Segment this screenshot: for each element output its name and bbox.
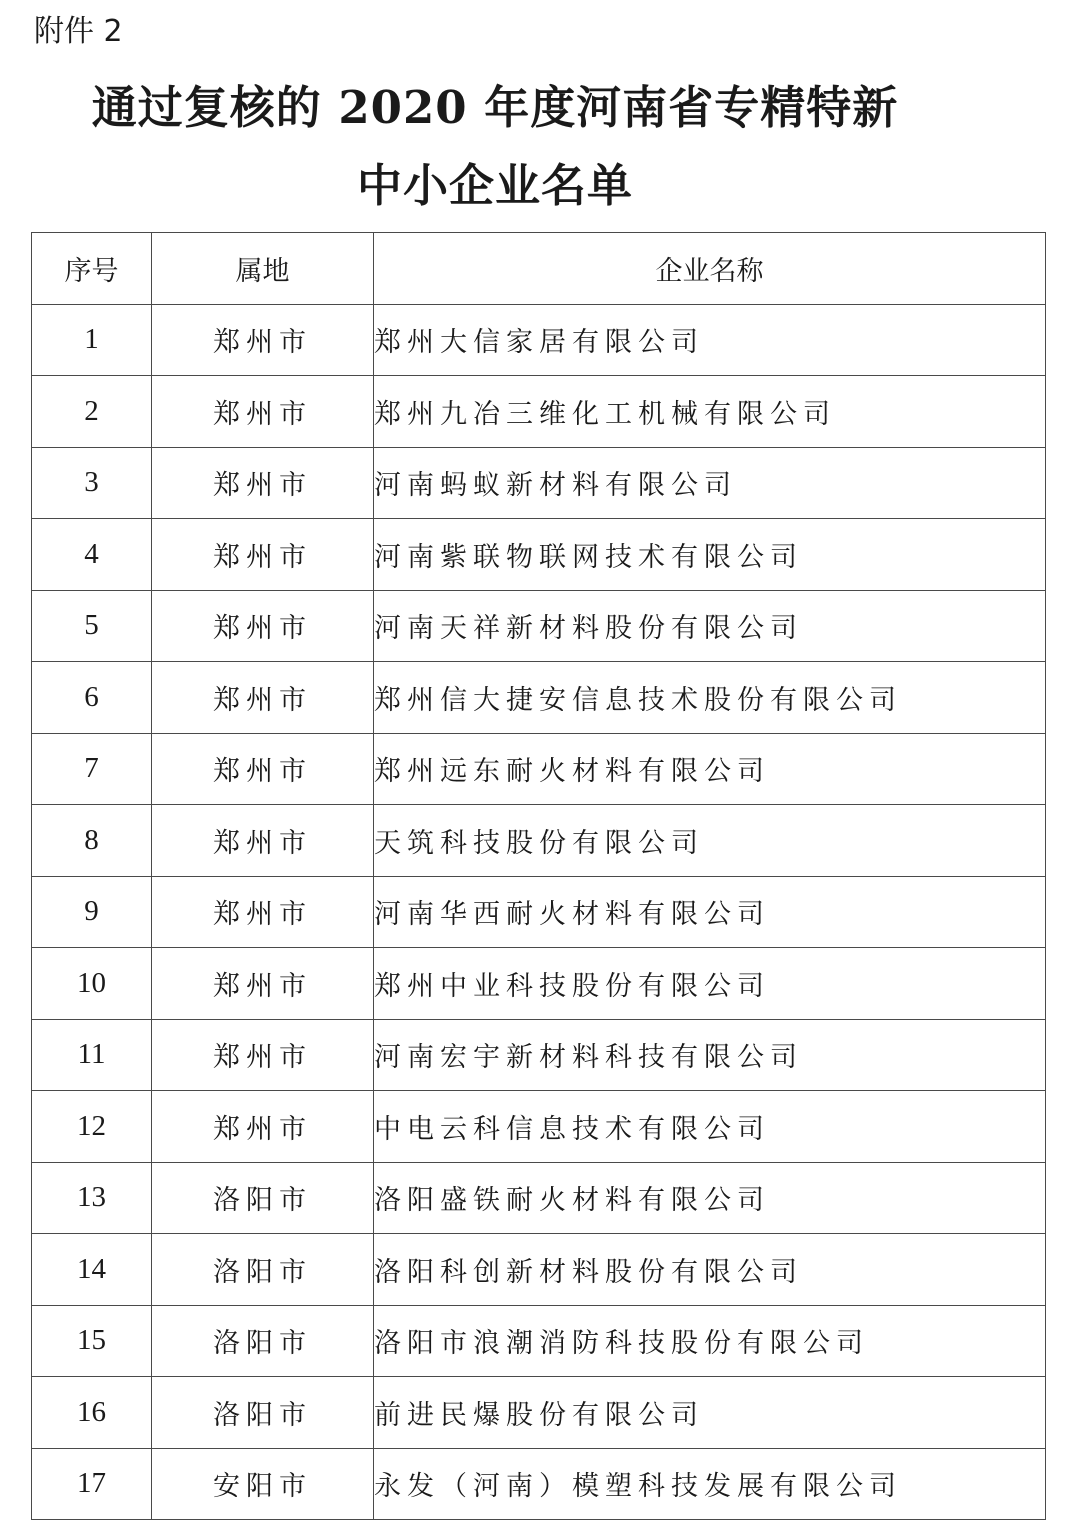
table-row: [32, 590, 1046, 662]
row-location: 郑州市: [152, 447, 374, 519]
table-row: [32, 733, 1046, 805]
document-title-line-1: 通过复核的 2020 年度河南省专精特新: [91, 81, 899, 134]
table-row: [32, 1305, 1046, 1377]
row-company: 郑州远东耐火材料有限公司: [374, 733, 1046, 805]
row-company: 河南紫联物联网技术有限公司: [374, 519, 1046, 591]
row-location: 安阳市: [152, 1448, 374, 1520]
row-index: 5: [32, 590, 152, 662]
row-location: 郑州市: [152, 805, 374, 877]
row-location: 郑州市: [152, 1091, 374, 1163]
row-location: 郑州市: [152, 1019, 374, 1091]
row-company: 郑州大信家居有限公司: [374, 304, 1046, 376]
row-company: 河南蚂蚁新材料有限公司: [374, 447, 1046, 519]
table-row: [32, 304, 1046, 376]
table-row: [32, 1162, 1046, 1234]
row-location: 洛阳市: [152, 1162, 374, 1234]
row-company: 郑州中业科技股份有限公司: [374, 948, 1046, 1020]
row-company: 郑州九冶三维化工机械有限公司: [374, 376, 1046, 448]
row-index: 10: [32, 948, 152, 1020]
header-company: 企业名称: [374, 233, 1046, 305]
table-row: [32, 1091, 1046, 1163]
row-index: 8: [32, 805, 152, 877]
table-row: [32, 519, 1046, 591]
table-row: [32, 662, 1046, 734]
row-index: 15: [32, 1305, 152, 1377]
row-index: 13: [32, 1162, 152, 1234]
table-row: [32, 1019, 1046, 1091]
row-location: 洛阳市: [152, 1377, 374, 1449]
row-company: 洛阳市浪潮消防科技股份有限公司: [374, 1305, 1046, 1377]
row-index: 9: [32, 876, 152, 948]
row-index: 6: [32, 662, 152, 734]
row-company: 郑州信大捷安信息技术股份有限公司: [374, 662, 1046, 734]
table-row: [32, 376, 1046, 448]
row-index: 12: [32, 1091, 152, 1163]
row-index: 2: [32, 376, 152, 448]
company-list-table: [31, 232, 1046, 1520]
row-index: 1: [32, 304, 152, 376]
table-row: [32, 1234, 1046, 1306]
attachment-label: 附件 2: [34, 14, 123, 49]
row-location: 郑州市: [152, 733, 374, 805]
table-row: [32, 1377, 1046, 1449]
table-row: [32, 447, 1046, 519]
row-index: 3: [32, 447, 152, 519]
header-location: 属地: [152, 233, 374, 305]
row-company: 河南华西耐火材料有限公司: [374, 876, 1046, 948]
row-location: 郑州市: [152, 948, 374, 1020]
row-location: 郑州市: [152, 376, 374, 448]
row-company: 前进民爆股份有限公司: [374, 1377, 1046, 1449]
table-row: [32, 876, 1046, 948]
row-company: 永发（河南）模塑科技发展有限公司: [374, 1448, 1046, 1520]
row-company: 洛阳科创新材料股份有限公司: [374, 1234, 1046, 1306]
row-company: 中电云科信息技术有限公司: [374, 1091, 1046, 1163]
document-title-line-2: 中小企业名单: [356, 159, 633, 212]
row-location: 洛阳市: [152, 1305, 374, 1377]
row-company: 河南宏宇新材料科技有限公司: [374, 1019, 1046, 1091]
table-row: [32, 1448, 1046, 1520]
table-row: [32, 948, 1046, 1020]
row-index: 4: [32, 519, 152, 591]
row-location: 郑州市: [152, 304, 374, 376]
row-location: 郑州市: [152, 662, 374, 734]
row-index: 16: [32, 1377, 152, 1449]
row-location: 郑州市: [152, 519, 374, 591]
row-company: 河南天祥新材料股份有限公司: [374, 590, 1046, 662]
row-location: 郑州市: [152, 876, 374, 948]
row-index: 11: [32, 1019, 152, 1091]
header-index: 序号: [32, 233, 152, 305]
table-header-row: [32, 233, 1046, 305]
row-index: 17: [32, 1448, 152, 1520]
row-company: 洛阳盛铁耐火材料有限公司: [374, 1162, 1046, 1234]
row-location: 郑州市: [152, 590, 374, 662]
row-location: 洛阳市: [152, 1234, 374, 1306]
table-row: [32, 805, 1046, 877]
row-index: 14: [32, 1234, 152, 1306]
row-index: 7: [32, 733, 152, 805]
row-company: 天筑科技股份有限公司: [374, 805, 1046, 877]
